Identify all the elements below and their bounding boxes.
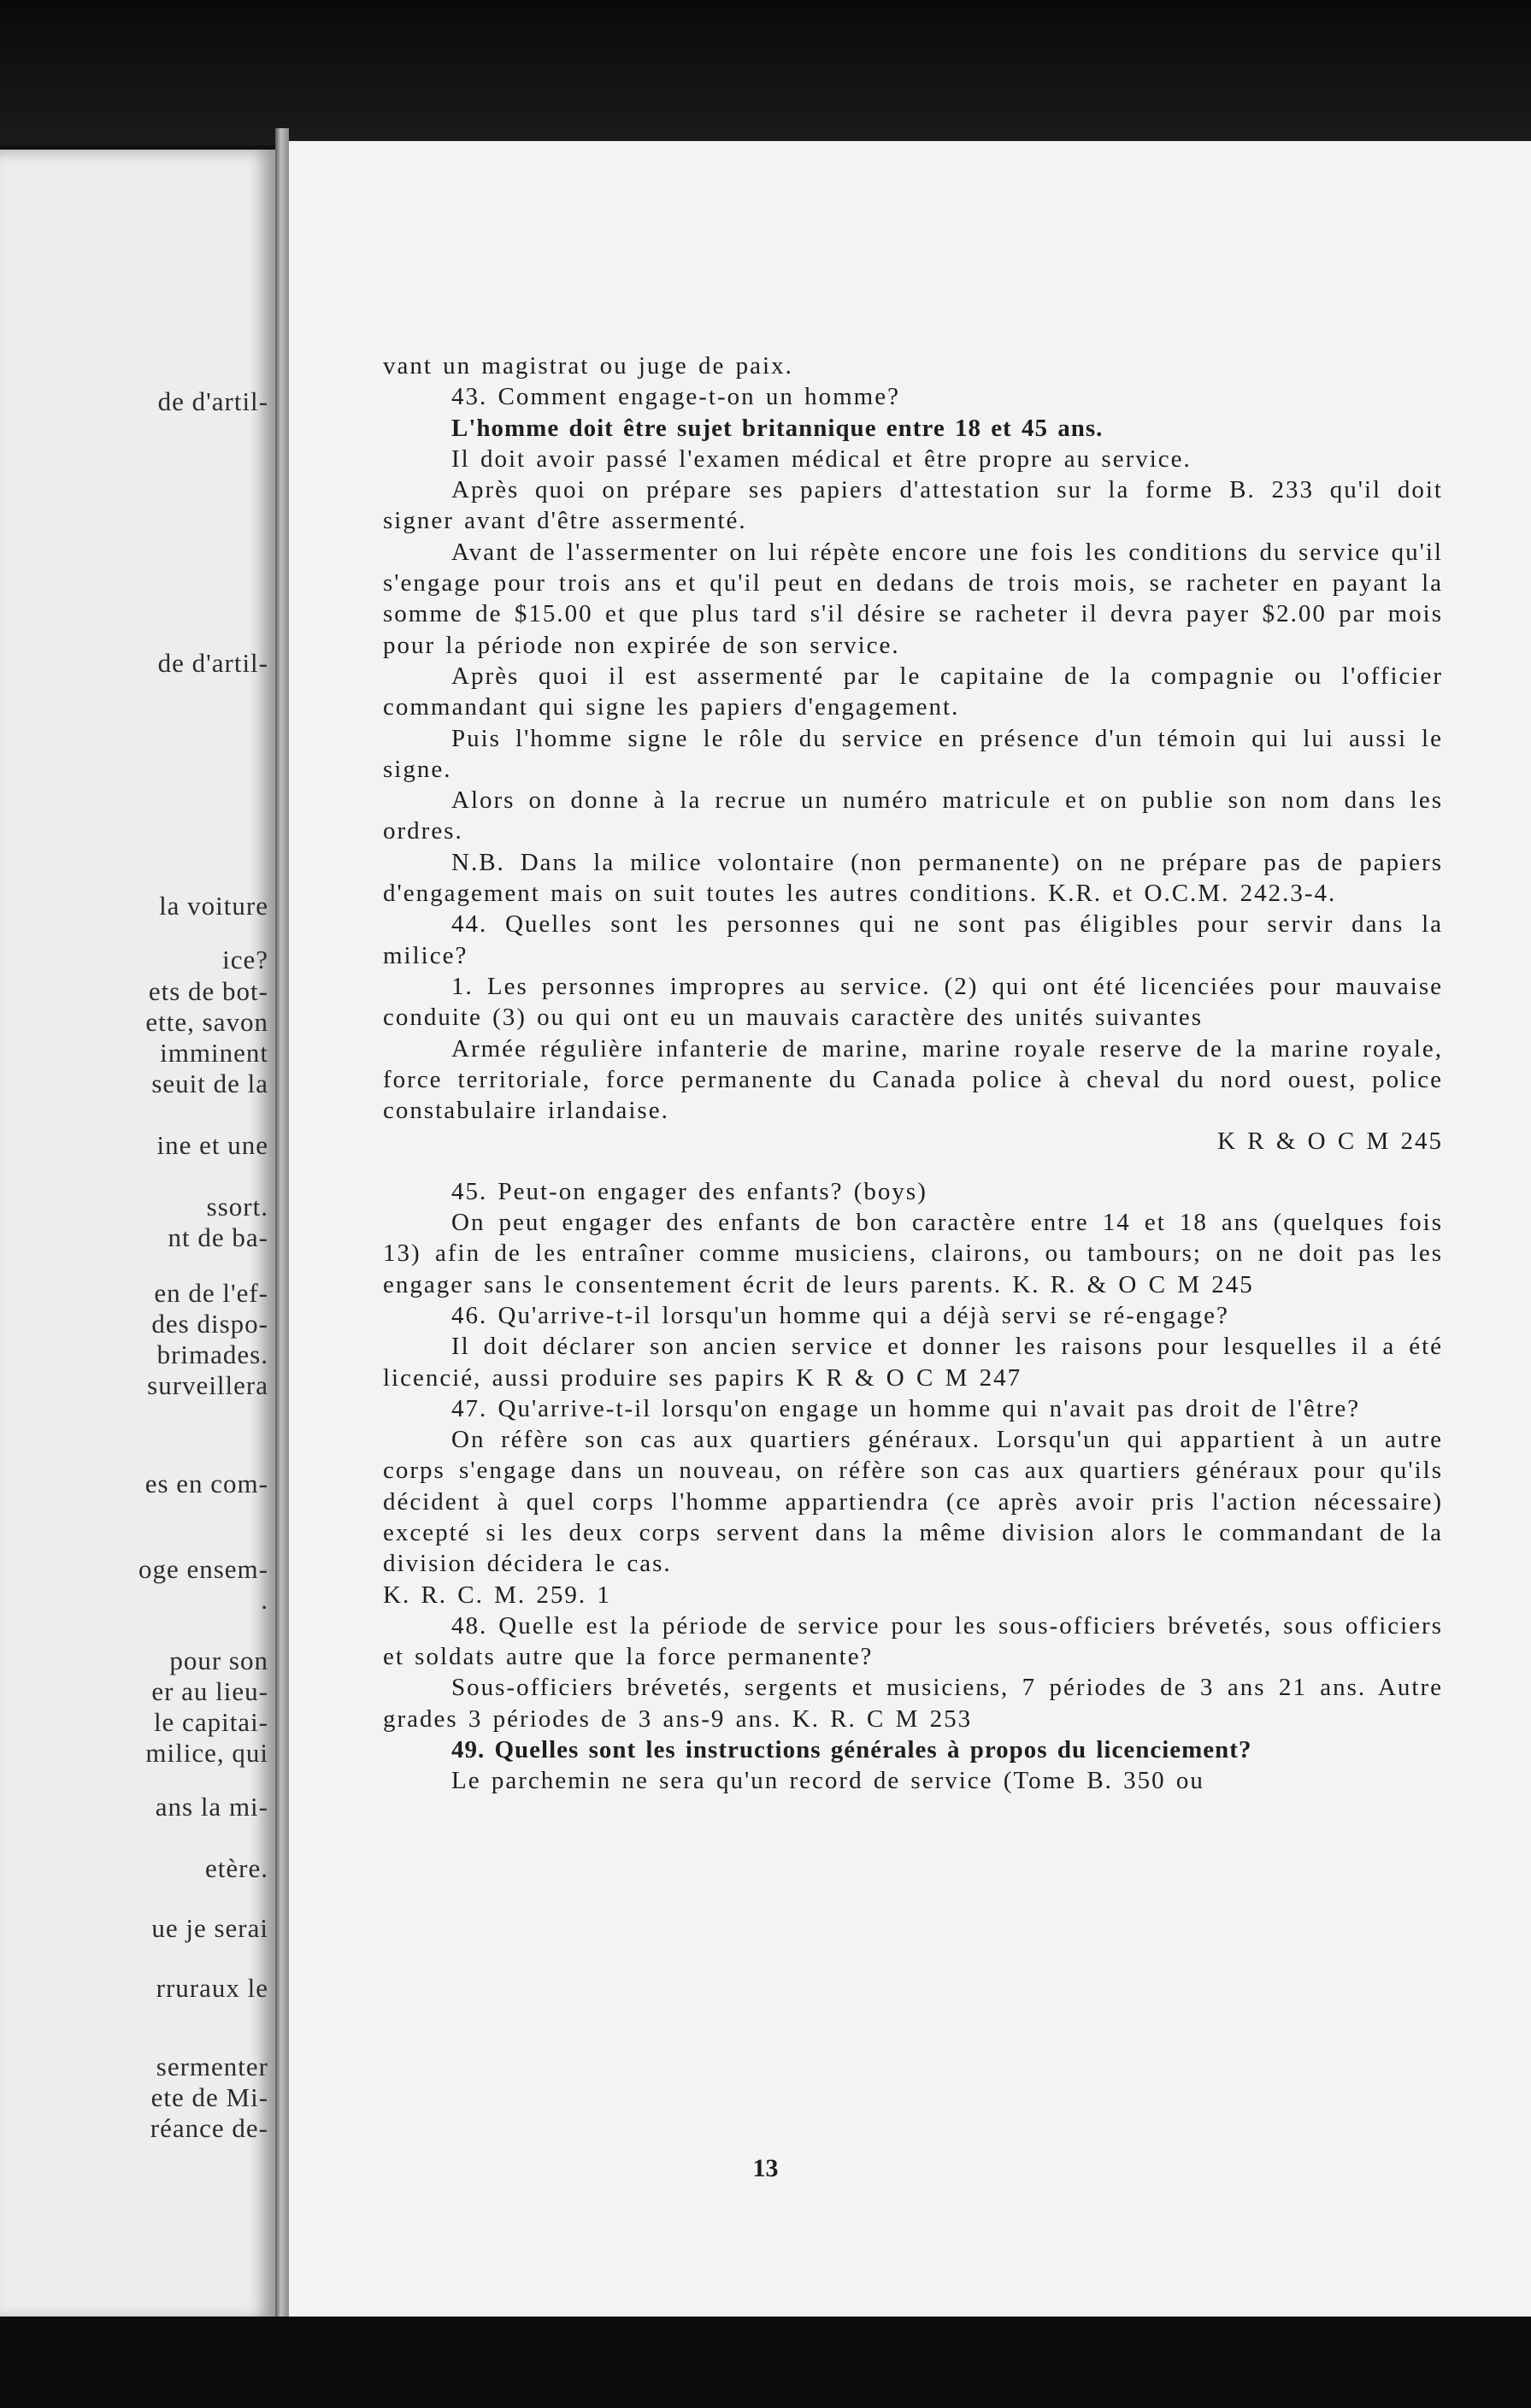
left-page — [0, 150, 275, 2321]
page-gutter — [275, 128, 289, 2334]
answer-paragraph: Sous-officiers brévetés, sergents et musiciens, 7 périodes de 3 ans 21 ans. Autre grades 3 périodes de 3 ans-9 ans. K. R. C M 253 — [383, 1674, 1443, 1733]
left-page-fragment: des dispo- — [151, 1309, 268, 1339]
left-page-fragment: oge ensem- — [138, 1554, 268, 1584]
answer-paragraph: On peut engager des enfants de bon caractère entre 14 et 18 ans (quelques fois 13) afin de les entraîner comme musiciens, clairons, ou tambours; on ne doit pas les engager sans le consentement écrit de leurs parents. K. R. & O C M 245 — [383, 1209, 1443, 1298]
left-page-fragment: rruraux le — [156, 1973, 268, 2003]
answer-paragraph: Puis l'homme signe le rôle du service en présence d'un témoin qui lui aussi le signe. — [383, 724, 1443, 783]
answer-paragraph: Après quoi on prépare ses papiers d'attestation sur la forme B. 233 qu'il doit signer avant d'être assermenté. — [383, 476, 1443, 535]
left-page-fragment: es en com- — [144, 1469, 268, 1498]
left-page-fragment: brimades. — [156, 1339, 268, 1369]
answer-paragraph: Armée régulière infanterie de marine, marine royale reserve de la marine royale, force territoriale, force permanente du Canada police à cheval du nord ouest, police constabulaire irlandaise. — [383, 1034, 1443, 1125]
left-page-fragment: pour son — [169, 1646, 268, 1675]
question-49: 49. Quelles sont les instructions générales à propos du licenciement? — [451, 1736, 1252, 1764]
answer-paragraph: Il doit déclarer son ancien service et donner les raisons pour lesquelles il a été licencié, aussi produire ses papirs K R & O C M 247 — [383, 1333, 1443, 1392]
question-48: 48. Quelle est la période de service pour les sous-officiers brévetés, sous officiers et soldats autre que la force permanente? — [383, 1611, 1443, 1671]
left-page-fragment: ans la mi- — [155, 1792, 268, 1822]
nota-bene: N.B. Dans la milice volontaire (non permanente) on ne prépare pas de papiers d'engagement mais on suit toutes les autres conditions. K.R. et O.C.M. 242.3-4. — [383, 848, 1443, 908]
left-page-fragment: réance de- — [150, 2113, 268, 2143]
left-page-fragment: er au lieu- — [151, 1676, 268, 1706]
left-page-fragment: surveillera — [147, 1370, 268, 1400]
left-page-fragment: en de l'ef- — [154, 1278, 268, 1308]
page-number: 13 — [752, 2154, 779, 2182]
question-43: 43. Comment engage-t-on un homme? — [451, 383, 900, 411]
question-46: 46. Qu'arrive-t-il lorsqu'un homme qui a déjà servi se ré-engage? — [451, 1301, 1229, 1329]
question-47: 47. Qu'arrive-t-il lorsqu'on engage un homme qui n'avait pas droit de l'être? — [451, 1394, 1361, 1422]
left-page-fragment: le capitai- — [153, 1707, 268, 1737]
left-page-fragment: ine et une — [156, 1130, 268, 1160]
left-page-fragment: seuit de la — [151, 1069, 268, 1098]
answer-paragraph: 1. Les personnes impropres au service. (2) qui ont été licenciées pour mauvaise conduite (3) ou qui ont eu un mauvais caractère des unités suivantes — [383, 972, 1443, 1032]
question-44: 44. Quelles sont les personnes qui ne sont pas éligibles pour servir dans la milice? — [383, 910, 1443, 969]
answer-paragraph: Le parchemin ne sera qu'un record de service (Tome B. 350 ou — [451, 1767, 1204, 1795]
answer-paragraph: Après quoi il est assermenté par le capitaine de la compagnie ou l'officier commandant qui signe les papiers d'engagement. — [383, 662, 1443, 721]
right-page — [289, 141, 1531, 2317]
reference: K. R. C. M. 259. 1 — [383, 1581, 611, 1609]
answer-paragraph: Avant de l'assermenter on lui répète encore une fois les conditions du service qu'il s'engage pour trois ans et qu'il peut en dedans de trois mois, se racheter en payant la somme de $15.00 et que plus tard s'il désire se racheter il devra payer $2.00 par mois pour la période non expirée de son service. — [383, 538, 1443, 659]
left-page-fragment: milice, qui — [145, 1738, 268, 1768]
scan-top-border — [0, 0, 1531, 145]
left-page-fragment: ssort. — [206, 1192, 268, 1222]
left-page-fragment: ets de bot- — [148, 976, 268, 1006]
left-page-fragment: de d'artil- — [157, 648, 268, 678]
left-page-fragment: ette, savon — [145, 1007, 268, 1037]
reference: K R & O C M 245 — [1217, 1127, 1443, 1156]
left-page-fragment: la voiture — [159, 891, 268, 921]
answer-paragraph: Alors on donne à la recrue un numéro matricule et on publie son nom dans les ordres. — [383, 786, 1443, 845]
left-page-fragment: sermenter — [156, 2052, 268, 2081]
left-page-fragment: . — [261, 1585, 268, 1615]
left-page-fragment: de d'artil- — [157, 386, 268, 416]
scan-bottom-border — [0, 2317, 1531, 2408]
left-page-fragment: ete de Mi- — [150, 2082, 268, 2112]
left-page-fragment: etère. — [205, 1853, 268, 1883]
page-text — [383, 350, 1443, 1797]
answer-line: Il doit avoir passé l'examen médical et être propre au service. — [451, 445, 1192, 473]
answer-paragraph: On réfère son cas aux quartiers généraux. Lorsqu'un qui appartient à un autre corps s'engage dans un nouveau, on réfère son cas aux quartiers généraux pour qu'ils décident à quel corps l'homme appartiendra (ce après avoir pris l'action nécessaire) excepté si les deux corps servent dans la même division alors le commandant de la division décidera le cas. — [383, 1426, 1443, 1578]
question-45: 45. Peut-on engager des enfants? (boys) — [451, 1177, 927, 1205]
answer-line: L'homme doit être sujet britannique entre 18 et 45 ans. — [451, 414, 1104, 442]
left-page-fragment: nt de ba- — [168, 1222, 268, 1252]
left-page-fragment: imminent — [160, 1038, 268, 1068]
left-page-fragment: ue je serai — [151, 1913, 268, 1943]
text-line: vant un magistrat ou juge de paix. — [383, 352, 793, 380]
left-page-fragment: ice? — [222, 945, 268, 974]
